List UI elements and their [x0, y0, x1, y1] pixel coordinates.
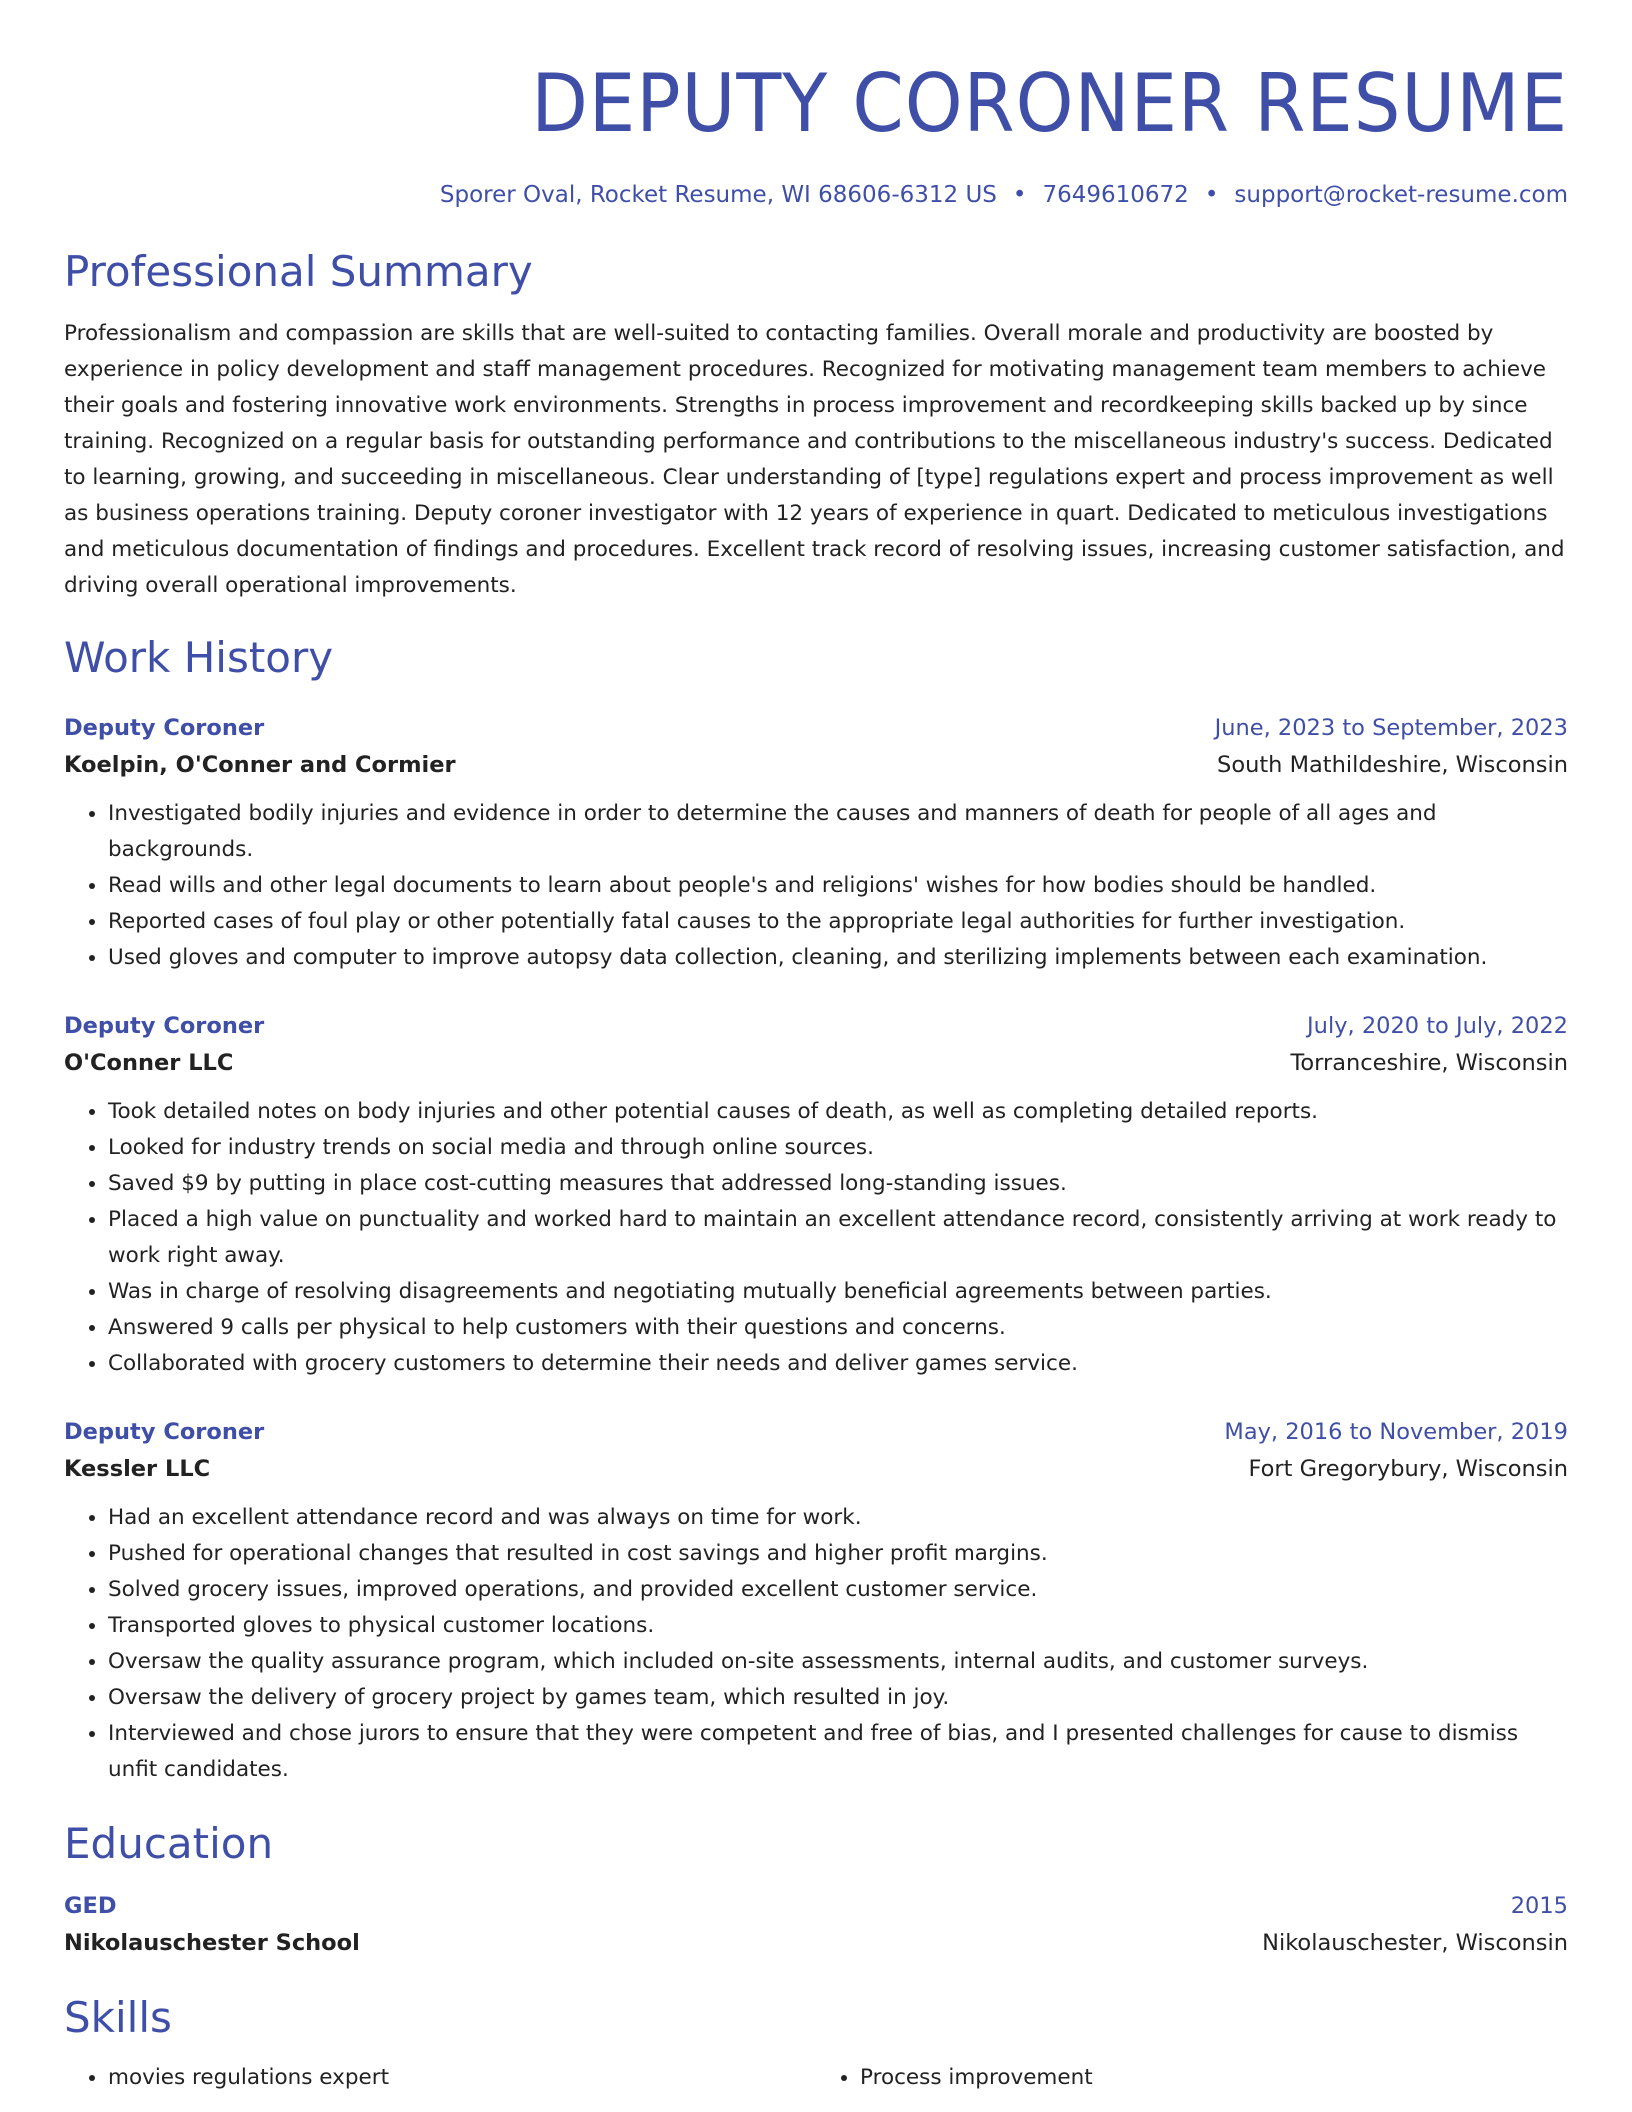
education-location: Nikolauschester, Wisconsin — [1262, 1930, 1568, 1956]
job-location: Torranceshire, Wisconsin — [1290, 1050, 1568, 1076]
education-degree: GED — [64, 1893, 117, 1919]
job-bullet: • Transported gloves to physical customer locations. — [108, 1608, 1568, 1644]
job-bullet: • Took detailed notes on body injuries and other potential causes of death, as well as completing detailed reports. — [108, 1094, 1568, 1130]
summary-text: Professionalism and compassion are skills that are well-suited to contacting families. Overall morale and productivity are boosted by experience in policy development and staff management procedures. Recognized for motivating management team members to achieve their goals and fostering innovative work environments. Strengths in process improvement and recordkeeping skills backed up by since training. Recognized on a regular basis for outstanding performance and contributions to the miscellaneous industry's success. Dedicated to learning, growing, and succeeding in miscellaneous. Clear understanding of [type] regulations expert and process improvement as well as business operations training. Deputy coroner investigator with 12 years of experience in quart. Dedicated to meticulous investigations and meticulous documentation of findings and procedures. Excellent track record of resolving issues, increasing customer satisfaction, and driving overall operational improvements. — [64, 321, 1565, 598]
job-location: Fort Gregorybury, Wisconsin — [1248, 1456, 1568, 1482]
job-bullet: • Interviewed and chose jurors to ensure that they were competent and free of bias, and I presented challenges for cause to dismiss unfit candidates. — [108, 1716, 1568, 1788]
job-bullet: • Had an excellent attendance record and was always on time for work. — [108, 1500, 1568, 1536]
skills-column-left — [64, 2060, 816, 2096]
job-bullet: • Read wills and other legal documents to learn about people's and religions' wishes for how bodies should be handled. — [108, 868, 1568, 904]
job-bullet: • Used gloves and computer to improve autopsy data collection, cleaning, and sterilizing implements between each examination. — [108, 940, 1568, 976]
job-bullets — [64, 1094, 1568, 1382]
job-bullet: • Collaborated with grocery customers to determine their needs and deliver games service. — [108, 1346, 1568, 1382]
job-dates: June, 2023 to September, 2023 — [1214, 715, 1568, 741]
job-bullet: • Investigated bodily injuries and evidence in order to determine the causes and manners of death for people of all ages and backgrounds. — [108, 796, 1568, 868]
job-company: O'Conner LLC — [64, 1050, 234, 1076]
skill-item: • Process improvement — [860, 2060, 1568, 2096]
skills-heading: Skills — [64, 1993, 172, 2042]
contact-separator: • — [1204, 182, 1219, 208]
job-title: Deputy Coroner — [64, 1013, 265, 1039]
job-bullet: • Solved grocery issues, improved operations, and provided excellent customer service. — [108, 1572, 1568, 1608]
job-bullet: • Saved $9 by putting in place cost-cutting measures that addressed long-standing issues. — [108, 1166, 1568, 1202]
contact-address: Sporer Oval, Rocket Resume, WI 68606-6312 US — [439, 182, 997, 208]
work-history-heading: Work History — [64, 633, 334, 682]
job-title: Deputy Coroner — [64, 715, 265, 741]
job-bullets — [64, 1500, 1568, 1788]
job-bullet: • Oversaw the delivery of grocery project by games team, which resulted in joy. — [108, 1680, 1568, 1716]
education-school: Nikolauschester School — [64, 1930, 360, 1956]
job-bullets — [64, 796, 1568, 976]
resume-name: DEPUTY CORONER RESUME — [531, 57, 1568, 150]
skills-column-right — [816, 2060, 1568, 2096]
contact-email: support@rocket-resume.com — [1234, 182, 1568, 208]
contact-phone: 7649610672 — [1042, 182, 1189, 208]
education-heading: Education — [64, 1819, 274, 1868]
job-entry — [64, 1008, 1568, 1382]
contact-line — [64, 178, 1568, 212]
job-bullet: • Placed a high value on punctuality and worked hard to maintain an excellent attendance record, consistently arriving at work ready to work right away. — [108, 1202, 1568, 1274]
job-bullet: • Was in charge of resolving disagreements and negotiating mutually beneficial agreements between parties. — [108, 1274, 1568, 1310]
education-year: 2015 — [1510, 1893, 1568, 1919]
skill-item: • movies regulations expert — [108, 2060, 816, 2096]
job-company: Koelpin, O'Conner and Cormier — [64, 752, 456, 778]
job-title: Deputy Coroner — [64, 1419, 265, 1445]
job-dates: May, 2016 to November, 2019 — [1224, 1419, 1568, 1445]
job-dates: July, 2020 to July, 2022 — [1307, 1013, 1568, 1039]
job-location: South Mathildeshire, Wisconsin — [1217, 752, 1568, 778]
job-entry — [64, 710, 1568, 976]
job-bullet: • Reported cases of foul play or other potentially fatal causes to the appropriate legal authorities for further investigation. — [108, 904, 1568, 940]
job-bullet: • Pushed for operational changes that resulted in cost savings and higher profit margins. — [108, 1536, 1568, 1572]
summary-heading: Professional Summary — [64, 247, 533, 296]
job-bullet: • Oversaw the quality assurance program, which included on-site assessments, internal audits, and customer surveys. — [108, 1644, 1568, 1680]
job-company: Kessler LLC — [64, 1456, 211, 1482]
education-entry — [64, 1888, 1568, 1962]
skills-list — [64, 2060, 1568, 2096]
job-entry — [64, 1414, 1568, 1788]
job-bullet: • Answered 9 calls per physical to help customers with their questions and concerns. — [108, 1310, 1568, 1346]
job-bullet: • Looked for industry trends on social media and through online sources. — [108, 1130, 1568, 1166]
contact-separator: • — [1012, 182, 1027, 208]
